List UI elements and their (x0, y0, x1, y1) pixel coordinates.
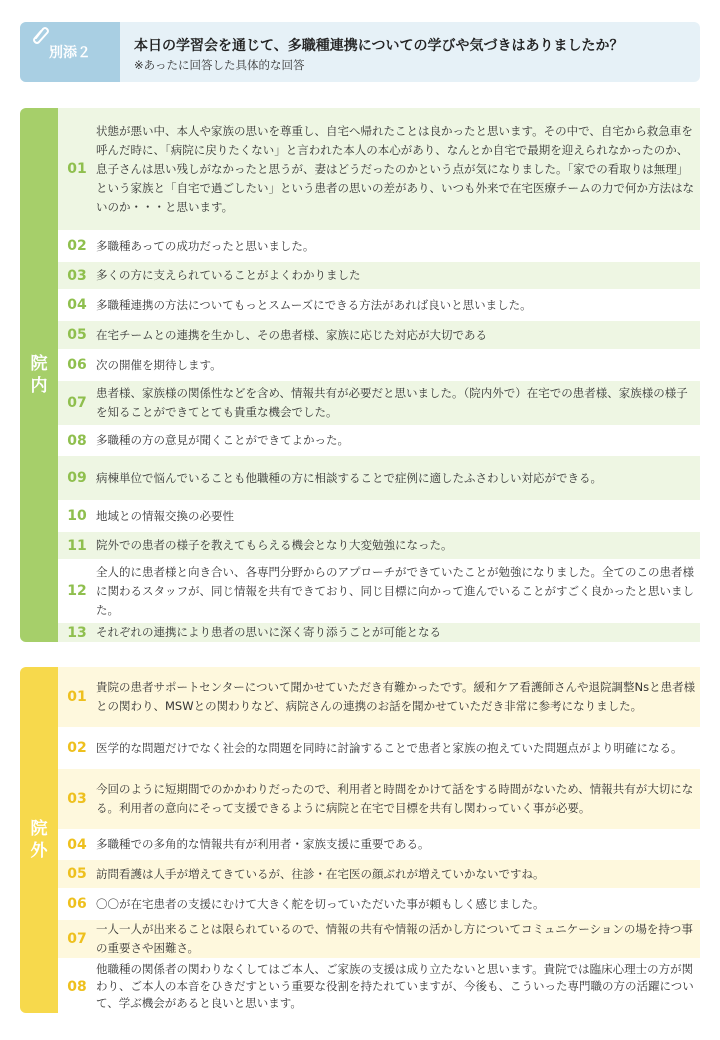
item-text: 患者様、家族様の関係性などを含め、情報共有が必要だと思いました。（院内外で）在宅での患者様、家族様の様子を知ることができてとても貴重な機会でした。 (96, 386, 688, 419)
list-item (58, 502, 700, 530)
item-text: 状態が悪い中、本人や家族の思いを尊重し、自宅へ帰れたことは良かったと思います。その中で、自宅から救急車を呼んだ時に、「病院に戻りたくない」と言われた本人の本心があり、なんとか自宅で最期を迎えられなかったのか、息子さんは思い残しがなかったと思うが、妻はどうだったのかという点が気になりました。「家での看取りは無理」という家族と「自宅で過ごしたい」という患者の思いの差があり、いつも外来で在宅医療チームの力で何か方法はないのか・・・と思います。 (96, 123, 694, 214)
list-item (58, 561, 700, 621)
list-item (58, 831, 700, 858)
list-item (58, 381, 700, 425)
item-text: 多職種の方の意見が聞くことができてよかった。 (96, 433, 349, 447)
item-text: 次の開催を期待します。 (96, 357, 222, 372)
item-number: 08 (67, 432, 87, 449)
header-banner (20, 22, 700, 82)
item-number: 07 (67, 931, 87, 947)
item-number: 04 (67, 836, 87, 853)
inside-hospital-label (20, 108, 58, 642)
inside-answer-list (58, 108, 700, 642)
item-number: 10 (67, 508, 87, 524)
list-item (58, 291, 700, 319)
item-number: 09 (67, 470, 87, 486)
item-number: 06 (67, 896, 87, 912)
item-text: 今回のように短期間でのかかわりだったので、利用者と時間をかけて話をする時間がないため、情報共有が大切になる。利用者の意向にそって支援できるように病院と在宅で目標を共有し関わっていく事が必要。 (96, 782, 694, 815)
item-text: それぞれの連携により患者の思いに深く寄り添うことが可能となる (96, 625, 441, 639)
list-item (58, 262, 700, 289)
item-text: 他職種の関係者の関わりなくしてはご本人、ご家族の支援は成り立たないと思います。貴院では臨床心理士の方が関わり、ご本人の本音をひきだすという重要な役割を持たれていますが、今後も、こういった専門職の方の活躍について、学ぶ機会があると良いと思います。 (96, 962, 694, 1010)
list-item (58, 729, 700, 767)
inside-hospital-section (20, 108, 700, 642)
item-text: 在宅チームとの連携を生かし、その患者様、家族に応じた対応が大切である (96, 327, 487, 342)
list-item (58, 351, 700, 379)
outside-label-char-1: 院 (30, 819, 48, 839)
attachment-tag (20, 22, 120, 82)
item-text: 多くの方に支えられていることがよくわかりました (96, 268, 361, 282)
item-number: 06 (67, 357, 87, 373)
item-number: 02 (67, 238, 87, 254)
inside-label-char-1: 院 (30, 354, 48, 374)
outside-hospital-label (20, 667, 58, 1013)
list-item (58, 532, 700, 559)
list-item (58, 890, 700, 918)
item-text: 〇〇が在宅患者の支援にむけて大きく舵を切っていただいた事が頼もしく感じました。 (96, 896, 545, 911)
survey-question-title: 本日の学習会を通じて、多職種連携についての学びや気づきはありましたか？ (134, 38, 624, 54)
item-number: 02 (67, 740, 87, 756)
item-number: 13 (67, 624, 87, 641)
item-text: 医学的な問題だけでなく社会的な問題を同時に討論することで患者と家族の抱えていた問題点がより明確になる。 (96, 740, 683, 755)
item-number: 07 (67, 395, 87, 411)
list-item (58, 860, 700, 888)
item-number: 05 (67, 866, 87, 882)
item-number: 01 (67, 161, 87, 177)
item-number: 01 (67, 689, 87, 705)
item-text: 多職種あっての成功だったと思いました。 (96, 238, 315, 253)
item-number: 08 (67, 978, 87, 995)
item-text: 多職種連携の方法についてもっとスムーズにできる方法があれば良いと思いました。 (96, 297, 532, 312)
list-item (58, 960, 700, 1013)
item-number: 11 (67, 537, 87, 554)
list-item (58, 427, 700, 454)
list-item (58, 623, 700, 642)
outside-answer-list (58, 667, 700, 1013)
inside-label-char-2: 内 (30, 376, 48, 396)
item-text: 多職種での多角的な情報共有が利用者・家族支援に重要である。 (96, 837, 430, 851)
item-text: 地域との情報交換の必要性 (96, 508, 234, 523)
list-item (58, 667, 700, 727)
attachment-tag-label: 別添２ (49, 45, 91, 61)
item-number: 03 (67, 267, 87, 284)
item-text: 全人的に患者様と向き合い、各専門分野からのアプローチができていたことが勉強になりました。全てのこの患者様に関わるスタッフが、同じ情報を共有できており、同じ目標に向かって進んでいることがすごく良かったと思いました。 (96, 564, 694, 617)
item-text: 一人一人が出来ることは限られているので、情報の共有や情報の活かし方についてコミュニケーションの場を持つ事の重要さや困難さ。 (96, 922, 693, 955)
item-number: 04 (67, 297, 87, 313)
list-item (58, 321, 700, 349)
item-text: 病棟単位で悩んでいることも他職種の方に相談することで症例に適したふさわしい対応ができる。 (96, 470, 602, 485)
paperclip-icon (30, 24, 50, 48)
item-text: 訪問看護は人手が増えてきているが、往診・在宅医の顔ぶれが増えていかないですね。 (96, 866, 545, 881)
item-number: 05 (67, 327, 87, 343)
list-item (58, 920, 700, 958)
survey-question-subtitle: ※あったに回答した具体的な回答 (134, 58, 305, 72)
list-item (58, 232, 700, 260)
list-item (58, 769, 700, 829)
item-number: 12 (67, 583, 87, 599)
outside-label-char-2: 外 (30, 841, 48, 861)
outside-hospital-section (20, 667, 700, 1013)
list-item (58, 108, 700, 230)
list-item (58, 456, 700, 500)
item-text: 院外での患者の様子を教えてもらえる機会となり大変勉強になった。 (96, 538, 453, 552)
item-text: 貴院の患者サポートセンターについて聞かせていただき有難かったです。緩和ケア看護師さんや退院調整Nsと患者様との関わり、MSWとの関わりなど、病院さんの連携のお話を聞かせていただき非常に参考になりました。 (96, 680, 696, 713)
item-number: 03 (67, 791, 87, 807)
